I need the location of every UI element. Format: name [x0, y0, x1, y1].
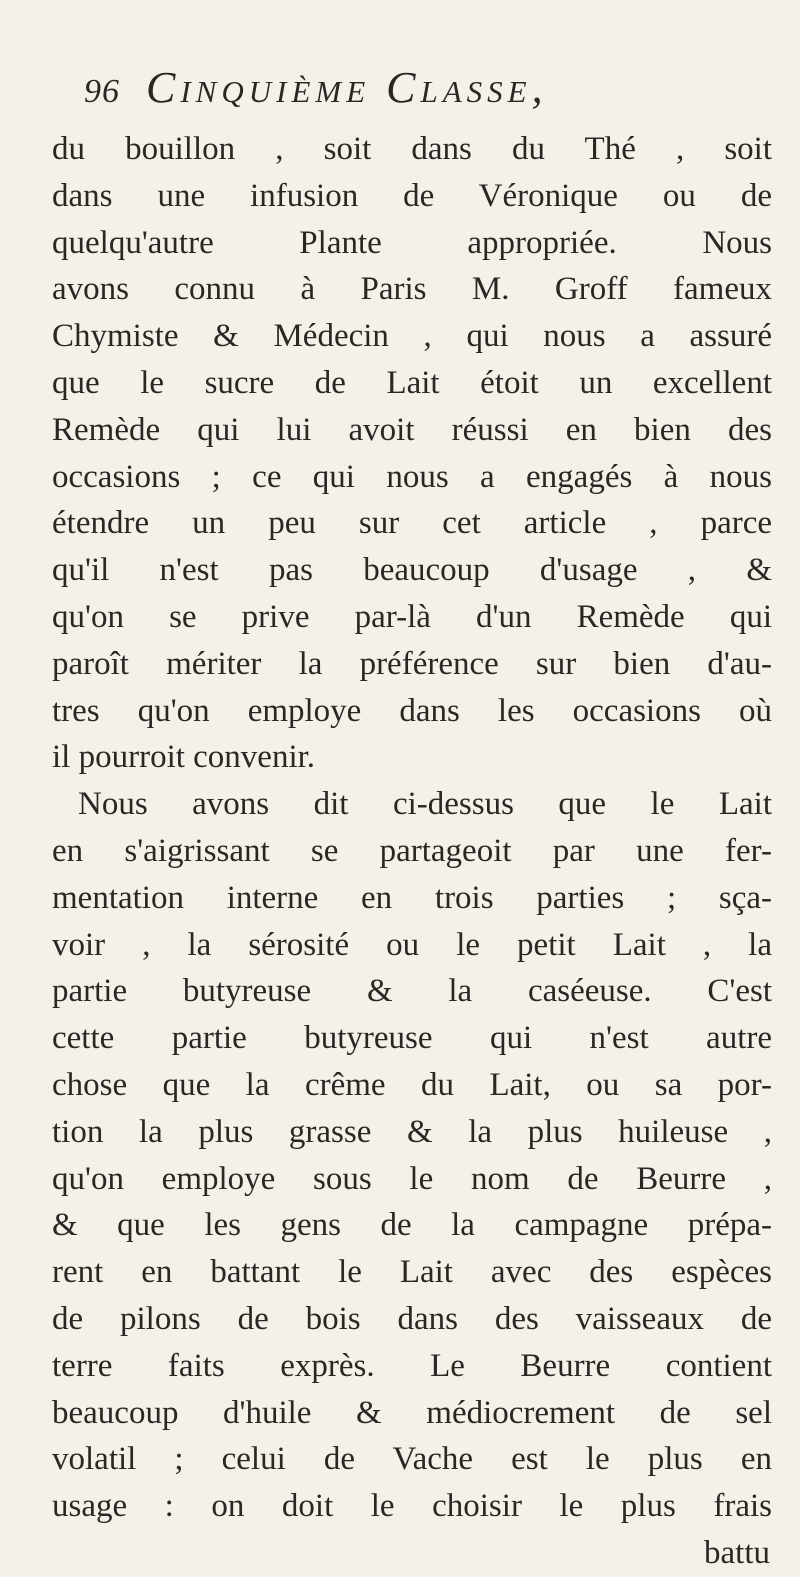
text-line: tres qu'on employe dans les occasions où — [52, 692, 772, 729]
text-line: qu'on employe sous le nom de Beurre , — [52, 1160, 772, 1197]
text-line: chose que la crême du Lait, ou sa por- — [52, 1066, 772, 1103]
text-line: Chymiste & Médecin , qui nous a assuré — [52, 318, 772, 355]
page-header — [84, 62, 704, 124]
text-line: que le sucre de Lait étoit un excellent — [52, 364, 772, 401]
page-number: 96 — [84, 73, 120, 110]
text-line: il pourroit convenir. — [52, 739, 316, 776]
text-line: qu'on se prive par-là d'un Remède qui — [52, 598, 772, 635]
body-text — [52, 126, 772, 1577]
text-line: du bouillon , soit dans du Thé , soit — [52, 131, 772, 167]
text-line: Nous avons dit ci-dessus que le Lait — [78, 786, 772, 823]
text-line: volatil ; celui de Vache est le plus en — [52, 1441, 772, 1478]
text-line: terre faits exprès. Le Beurre contient — [52, 1347, 772, 1384]
text-line: mentation interne en trois parties ; sça- — [52, 879, 772, 916]
text-line: usage : on doit le choisir le plus frais — [52, 1488, 772, 1525]
text-line: beaucoup d'huile & médiocrement de sel — [52, 1394, 772, 1431]
text-line: & que les gens de la campagne prépa- — [52, 1207, 772, 1244]
text-line: Remède qui lui avoit réussi en bien des — [52, 411, 772, 448]
text-line: tion la plus grasse & la plus huileuse , — [52, 1113, 772, 1150]
text-line: partie butyreuse & la caséeuse. C'est — [52, 973, 772, 1010]
text-line: occasions ; ce qui nous a engagés à nous — [52, 458, 772, 495]
running-title: Cinquième Classe, — [146, 63, 548, 112]
text-line: paroît mériter la préférence sur bien d'au- — [52, 645, 772, 682]
text-line: voir , la sérosité ou le petit Lait , la — [52, 926, 772, 963]
text-line: de pilons de bois dans des vaisseaux de — [52, 1300, 772, 1337]
text-line: rent en battant le Lait avec des espèces — [52, 1254, 772, 1291]
catchword: battu — [704, 1534, 770, 1571]
text-line: quelqu'autre Plante appropriée. Nous — [52, 224, 772, 261]
text-line: qu'il n'est pas beaucoup d'usage , & — [52, 552, 772, 589]
text-line: dans une infusion de Véronique ou de — [52, 177, 772, 214]
text-line: cette partie butyreuse qui n'est autre — [52, 1020, 772, 1057]
text-line: en s'aigrissant se partageoit par une fer- — [52, 832, 772, 869]
text-line: avons connu à Paris M. Groff fameux — [52, 271, 772, 308]
text-line: étendre un peu sur cet article , parce — [52, 505, 772, 542]
